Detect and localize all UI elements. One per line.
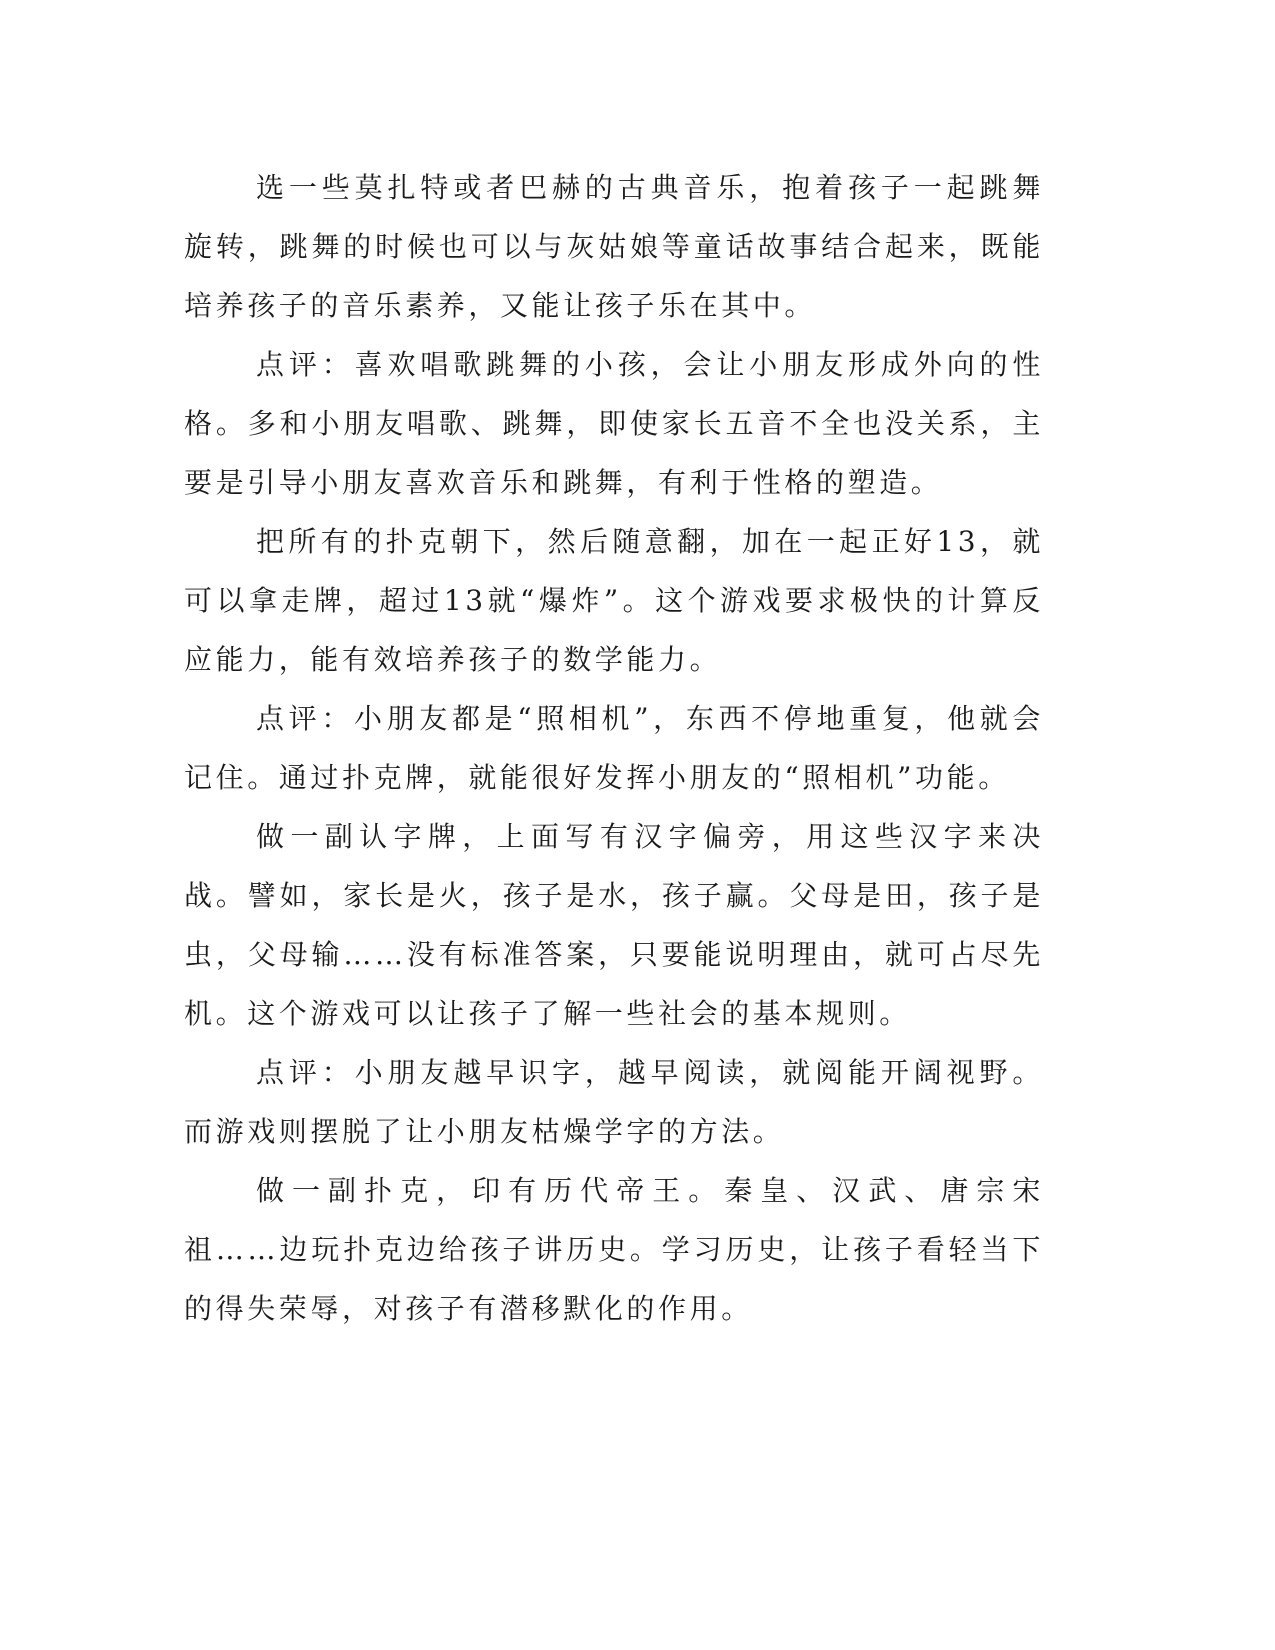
paragraph-2: 点评：喜欢唱歌跳舞的小孩，会让小朋友形成外向的性格。多和小朋友唱歌、跳舞，即使家长五音不全也没关系，主要是引导小朋友喜欢音乐和跳舞，有利于性格的塑造。 bbox=[184, 348, 1044, 499]
paragraph-6: 点评：小朋友越早识字，越早阅读，就阅能开阔视野。而游戏则摆脱了让小朋友枯燥学字的方法。 bbox=[184, 1056, 1044, 1148]
paragraph-5: 做一副认字牌，上面写有汉字偏旁，用这些汉字来决战。譬如，家长是火，孩子是水，孩子赢。父母是田，孩子是虫，父母输……没有标准答案，只要能说明理由，就可占尽先机。这个游戏可以让孩子了解一些社会的基本规则。 bbox=[184, 820, 1044, 1030]
paragraph-3: 把所有的扑克朝下，然后随意翻，加在一起正好13，就可以拿走牌，超过13就“爆炸”。这个游戏要求极快的计算反应能力，能有效培养孩子的数学能力。 bbox=[184, 525, 1044, 676]
paragraph-4: 点评：小朋友都是“照相机”，东西不停地重复，他就会记住。通过扑克牌，就能很好发挥小朋友的“照相机”功能。 bbox=[184, 702, 1044, 794]
paragraph-1: 选一些莫扎特或者巴赫的古典音乐，抱着孩子一起跳舞旋转，跳舞的时候也可以与灰姑娘等童话故事结合起来，既能培养孩子的音乐素养，又能让孩子乐在其中。 bbox=[184, 171, 1044, 322]
paragraph-7: 做一副扑克，印有历代帝王。秦皇、汉武、唐宗宋祖……边玩扑克边给孩子讲历史。学习历史，让孩子看轻当下的得失荣辱，对孩子有潜移默化的作用。 bbox=[184, 1174, 1044, 1325]
document-body bbox=[184, 158, 1044, 1338]
